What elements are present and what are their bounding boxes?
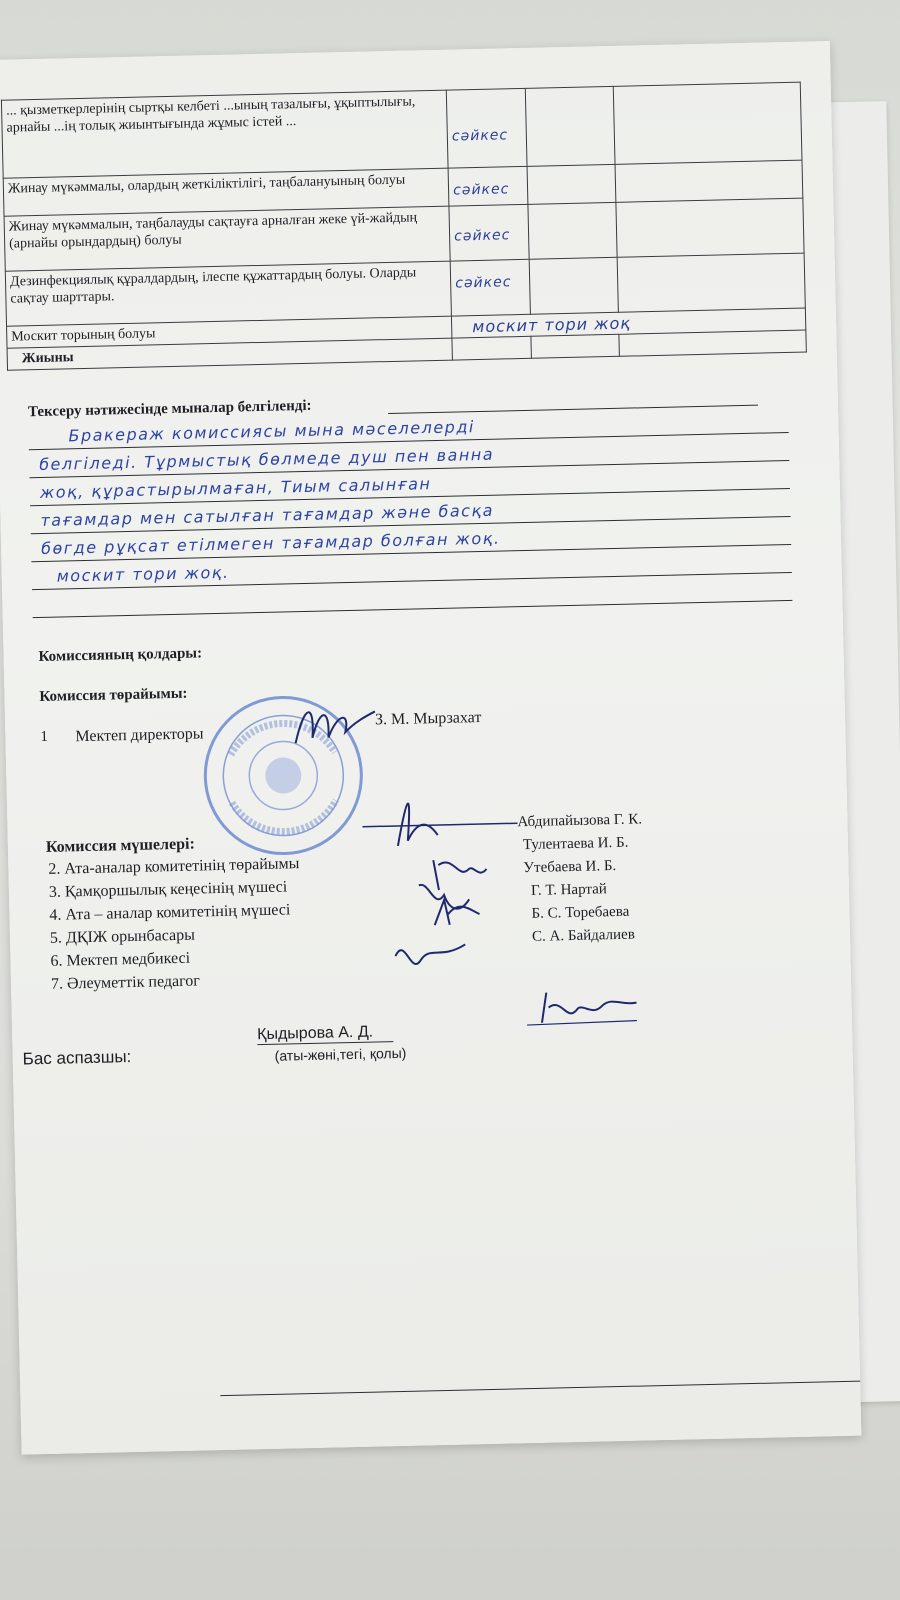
document-page — [0, 41, 861, 1455]
chair-role: Мектеп директоры — [75, 725, 204, 746]
table-cell-criterion: Дезинфекциялық құралдардың, ілеспе құжаттардың болуы. Оларды сақтау шарттары. — [5, 261, 451, 326]
member-name: Утебаева И. Б. — [523, 858, 617, 877]
finding-line: тағамдар мен сатылған тағамдар және басқа — [40, 500, 495, 530]
ruled-line — [33, 600, 793, 618]
signatures-heading: Комиссияның қолдары: — [38, 645, 203, 666]
table-cell-mark: сәйкес — [449, 204, 529, 261]
member-role: 2. Ата-аналар комитетінің төрайымы — [48, 855, 300, 878]
chair-number: 1 — [40, 728, 49, 746]
member-name: Г. Т. Нартай — [530, 881, 608, 899]
table-cell-criterion: ... қызметкерлерінің сыртқы келбеті ...ының тазалығы, ұқыптылығы, арнайы ...ің толық жиынтығында жұмыс істей ... — [1, 90, 448, 178]
member-name: Б. С. Торебаева — [531, 903, 630, 922]
member-name: С. А. Байдалиев — [531, 926, 636, 945]
head-cook-label: Бас аспазшы: — [22, 1047, 132, 1069]
member-name: Абдипайызова Г. К. — [517, 811, 643, 831]
member-role: 3. Қамқоршылық кеңесінің мүшесі — [48, 878, 288, 901]
member-role: 5. ДҚІЖ орынбасары — [49, 926, 196, 947]
table-cell-total-label: Жиыны — [7, 338, 452, 370]
finding-line: бөгде рұқсат етілмеген тағамдар болған жоқ. — [40, 528, 501, 558]
finding-line: жоқ, құрастырылмаған, Тиым салынған — [39, 474, 432, 502]
chair-signature — [289, 691, 381, 763]
member-name: Тулентаева И. Б. — [522, 834, 629, 854]
members-heading: Комиссия мүшелері: — [45, 835, 195, 856]
inspection-table — [1, 82, 807, 371]
chair-heading: Комиссия төрайымы: — [39, 685, 188, 706]
head-cook-caption: (аты-жөні,тегі, қолы) — [274, 1044, 407, 1064]
findings-title: Тексеру нәтижесінде мыналар белгіленді: — [27, 397, 312, 421]
member-role: 6. Мектеп медбикесі — [50, 949, 191, 970]
finding-line: белгіледі. Тұрмыстық бөлмеде душ пен ванна — [38, 444, 495, 474]
member-role: 4. Ата – аналар комитетінің мүшесі — [49, 901, 291, 924]
table-cell-mark: москит тори жоқ — [452, 308, 806, 338]
table-cell-mark: сәйкес — [446, 88, 527, 168]
member-signatures — [357, 783, 531, 987]
table-cell-criterion: Жинау мүкәммалы, олардың жеткіліктілігі, таңбалануының болуы — [3, 168, 449, 216]
table-cell-mark: сәйкес — [450, 259, 530, 316]
head-cook-name: Қыдырова А. Д. — [257, 1023, 393, 1045]
member-role: 7. Әлеуметтік педагог — [50, 972, 201, 993]
table-cell-criterion: Жинау мүкәммалын, таңбалауды сақтауға арналған жеке үй-жайдың (арнайы орындардың) болуы — [4, 206, 450, 271]
table-cell-criterion: Москит торының болуы — [7, 316, 452, 348]
finding-line: Бракераж комиссиясы мына мәселелерді — [68, 417, 476, 446]
page-bottom-line — [220, 1381, 860, 1397]
finding-line: москит тори жоқ. — [56, 562, 230, 586]
chair-name: З. М. Мырзахат — [374, 709, 482, 729]
table-cell-mark: сәйкес — [448, 166, 528, 206]
head-cook-signature — [526, 980, 647, 1033]
